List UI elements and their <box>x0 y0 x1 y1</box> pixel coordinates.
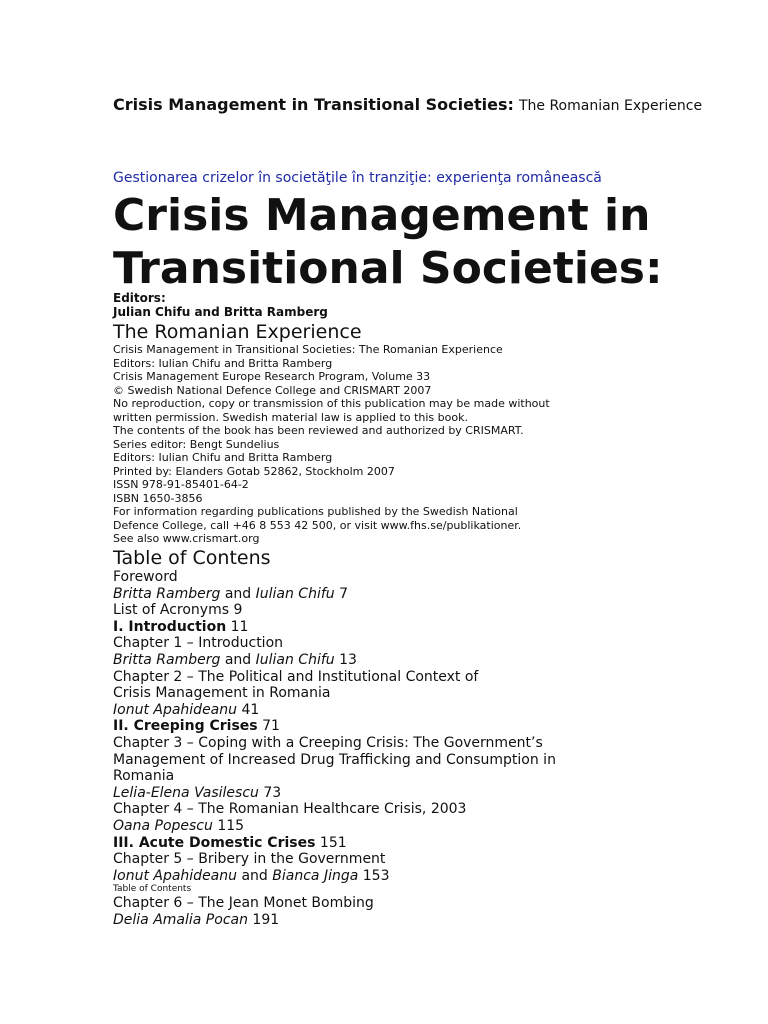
toc-page-number: 115 <box>217 817 245 834</box>
toc-chapter-3-line-1: Chapter 3 – Coping with a Creeping Crisis: The Government’s <box>113 734 543 751</box>
toc-part-title: III. Acute Domestic Crises <box>113 834 316 851</box>
toc-chapter-3-line-2: Management of Increased Drug Trafficking and Consumption in <box>113 751 556 768</box>
toc-author: Bianca Jinga <box>272 867 359 884</box>
toc-chapter-6-authors <box>113 912 713 929</box>
toc-chapter-5: Chapter 5 – Bribery in the Government <box>113 851 386 868</box>
toc-part-2 <box>113 718 713 735</box>
toc-chapter-4-authors <box>113 818 713 835</box>
imprint-line: See also www.crismart.org <box>113 532 260 545</box>
imprint-line: No reproduction, copy or transmission of this publication may be made without <box>113 397 550 410</box>
toc-page-number: 11 <box>230 618 249 635</box>
toc-chapter-2-line-1: Chapter 2 – The Political and Institutional Context of <box>113 668 479 685</box>
imprint-line: Series editor: Bengt Sundelius <box>113 437 280 451</box>
toc-small-label: Table of Contents <box>113 884 192 895</box>
main-title <box>113 189 663 295</box>
toc-author: Ionut Apahideanu <box>113 867 238 884</box>
toc-chapter-3-authors <box>113 785 713 802</box>
toc-page-number: 73 <box>263 784 282 801</box>
toc-and: and <box>241 867 268 884</box>
subtitle: The Romanian Experience <box>113 321 362 343</box>
toc-acronyms: List of Acronyms 9 <box>113 602 243 619</box>
imprint-line: Crisis Management Europe Research Program, Volume 33 <box>113 370 431 383</box>
table-of-contents <box>113 569 713 928</box>
toc-page-number: 71 <box>262 718 280 735</box>
romanian-title: Gestionarea crizelor în societăţile în tranziţie: experienţa românească <box>113 170 602 186</box>
toc-page-number: 41 <box>241 701 260 718</box>
imprint-line: ISBN 1650-3856 <box>113 491 203 505</box>
header-title-bold: Crisis Management in Transitional Societies: <box>113 95 514 114</box>
imprint-block <box>113 343 673 546</box>
imprint-line: © Swedish National Defence College and CRISMART 2007 <box>113 383 432 397</box>
main-title-line-2: Transitional Societies: <box>113 243 663 294</box>
toc-chapter-3-line-3: Romania <box>113 768 175 785</box>
imprint-line: Editors: Iulian Chifu and Britta Ramberg <box>113 356 333 370</box>
main-title-line-1: Crisis Management in <box>113 190 651 241</box>
imprint-line: Printed by: Elanders Gotab 52862, Stockholm 2007 <box>113 464 395 478</box>
toc-part-title: II. Creeping Crises <box>113 718 258 735</box>
toc-chapter-1-authors <box>113 652 713 669</box>
toc-page-number: 153 <box>362 867 390 884</box>
toc-author: Delia Amalia Pocan <box>113 911 248 928</box>
toc-chapter-6: Chapter 6 – The Jean Monet Bombing <box>113 895 374 912</box>
toc-author: Oana Popescu <box>113 817 213 834</box>
toc-and: and <box>224 651 252 668</box>
toc-page-number: 191 <box>252 911 280 928</box>
toc-author: Britta Ramberg <box>113 585 221 602</box>
imprint-line: Editors: Iulian Chifu and Britta Ramberg <box>113 451 333 464</box>
toc-chapter-5-authors <box>113 868 713 885</box>
toc-author: Lelia-Elena Vasilescu <box>113 784 259 801</box>
imprint-line: Defence College, call +46 8 553 42 500, or visit www.fhs.se/publikationer. <box>113 518 522 532</box>
toc-chapter-4: Chapter 4 – The Romanian Healthcare Crisis, 2003 <box>113 801 467 818</box>
imprint-line: ISSN 978-91-85401-64-2 <box>113 478 249 491</box>
toc-heading: Table of Contens <box>113 547 271 569</box>
toc-chapter-1: Chapter 1 – Introduction <box>113 635 284 652</box>
toc-page-number: 13 <box>339 651 357 668</box>
toc-author: Iulian Chifu <box>255 651 335 668</box>
imprint-line: Crisis Management in Transitional Societies: The Romanian Experience <box>113 343 503 356</box>
toc-foreword-authors <box>113 586 713 603</box>
editors-names: Julian Chifu and Britta Ramberg <box>113 305 328 319</box>
imprint-line: For information regarding publications published by the Swedish National <box>113 505 518 518</box>
imprint-line: written permission. Swedish material law is applied to this book. <box>113 410 468 424</box>
imprint-line: The contents of the book has been reviewed and authorized by CRISMART. <box>113 424 524 437</box>
toc-part-3 <box>113 835 713 852</box>
toc-chapter-2-line-2: Crisis Management in Romania <box>113 685 331 702</box>
toc-part-title: I. Introduction <box>113 618 227 635</box>
header-title-rest: The Romanian Experience <box>518 98 703 114</box>
document-header-title <box>113 96 733 115</box>
toc-and: and <box>224 585 252 602</box>
toc-page-number: 151 <box>319 834 347 851</box>
toc-chapter-2-authors <box>113 702 713 719</box>
toc-foreword: Foreword <box>113 569 178 585</box>
toc-author: Britta Ramberg <box>113 651 221 668</box>
editors-label: Editors: <box>113 291 166 305</box>
toc-author: Ionut Apahideanu <box>113 701 238 718</box>
toc-author: Iulian Chifu <box>255 585 335 602</box>
toc-page-number: 7 <box>339 585 349 602</box>
toc-part-1 <box>113 619 713 636</box>
